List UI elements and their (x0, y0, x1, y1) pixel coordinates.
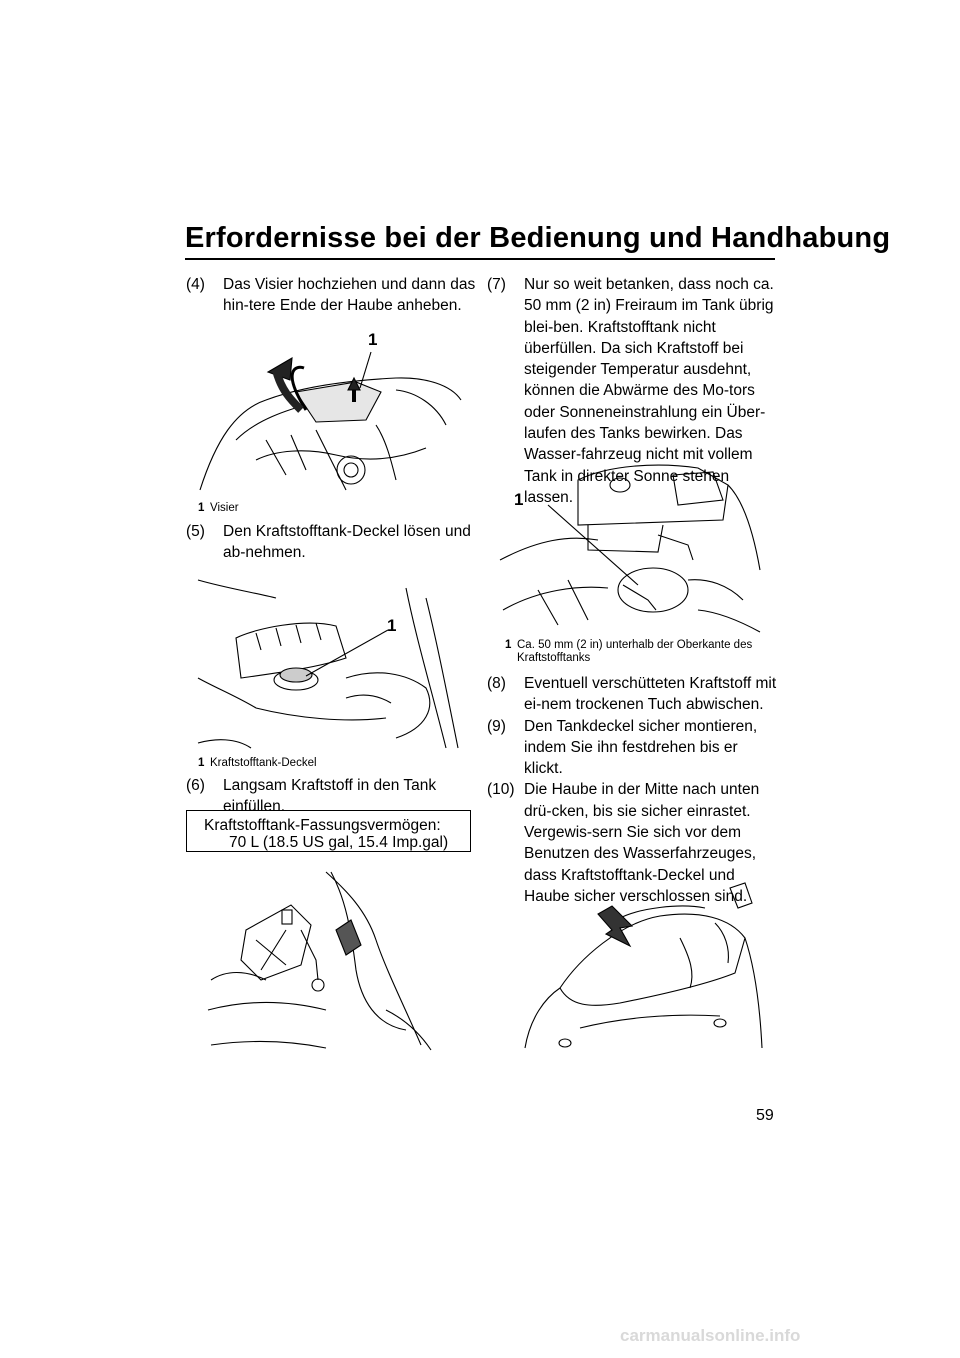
page-number: 59 (756, 1107, 774, 1124)
step-text: Das Visier hochziehen und dann das hin-tere Ende der Haube anheben. (223, 276, 476, 315)
step-number: (4) (186, 276, 205, 293)
caption-number: 1 (198, 757, 205, 769)
step-4 (186, 274, 476, 317)
step-number: (7) (487, 276, 506, 293)
caption-number: 1 (198, 502, 205, 514)
capacity-label: Kraftstofftank-Fassungsvermögen: (204, 817, 441, 834)
figure1-callout: 1 (368, 330, 378, 349)
figure3-callout: 1 (514, 490, 524, 509)
step-text: Den Tankdeckel sicher montieren, indem Sie ihn festdrehen bis er klickt. (524, 717, 758, 778)
figure2-caption (198, 757, 317, 770)
figure1-caption (198, 502, 239, 515)
fuel-cap-illustration (196, 578, 466, 750)
caption-text: Ca. 50 mm (2 in) unterhalb der Oberkante des Kraftstofftanks (517, 639, 753, 664)
step-number: (6) (186, 777, 205, 794)
step-text: Die Haube in der Mitte nach unten drü-cken, bis sie sicher einrastet. Vergewis-sern Sie sich vor dem Benutzen des Wasserfahrzeuges, dass Kraftstofftank-Deckel und Haube sicher verschlossen sind. (524, 781, 760, 905)
step-text: Eventuell verschütteten Kraftstoff mit ei-nem trockenen Tuch abwischen. (524, 675, 777, 714)
figure2-callout: 1 (387, 616, 397, 635)
visor-illustration (196, 330, 466, 495)
step-number: (10) (487, 781, 515, 799)
caption-text: Kraftstofftank-Deckel (210, 757, 317, 769)
step-text: Nur so weit betanken, dass noch ca. 50 mm (2 in) Freiraum im Tank übrig blei-ben. Kraftstofftank nicht überfüllen. Da sich Kraftstoff bei steigender Temperatur ausdehnt, können die Abwärme des Mo-tors oder Sonneneinstrahlung ein Über-laufen des Tanks bewirken. Das Wasser-fahrzeug nicht mit vollem Tank in direkter Sonne stehen lassen. (524, 276, 774, 506)
refuel-canister-illustration (206, 870, 436, 1055)
step-text: Langsam Kraftstoff in den Tank einfüllen. (223, 777, 437, 816)
page-title: Erfordernisse bei der Bedienung und Handhabung (185, 222, 891, 254)
caption-number: 1 (505, 639, 512, 651)
steps-8-10 (487, 673, 777, 907)
step-8 (487, 673, 777, 716)
watermark: carmanualsonline.info (620, 1326, 801, 1345)
capacity-value: 70 L (18.5 US gal, 15.4 Imp.gal) (229, 834, 449, 851)
figure3-caption (505, 639, 775, 665)
step-9 (487, 716, 777, 780)
fuel-level-illustration (498, 460, 768, 635)
step-number: (5) (186, 523, 205, 540)
step-number: (8) (487, 675, 506, 692)
step-text: Den Kraftstofftank-Deckel lösen und ab-nehmen. (223, 523, 471, 562)
caption-text: Visier (210, 502, 239, 514)
press-hood-illustration (520, 878, 765, 1056)
capacity-box (186, 810, 471, 852)
title-rule (185, 258, 775, 260)
step-5 (186, 521, 476, 564)
step-number: (9) (487, 717, 506, 735)
